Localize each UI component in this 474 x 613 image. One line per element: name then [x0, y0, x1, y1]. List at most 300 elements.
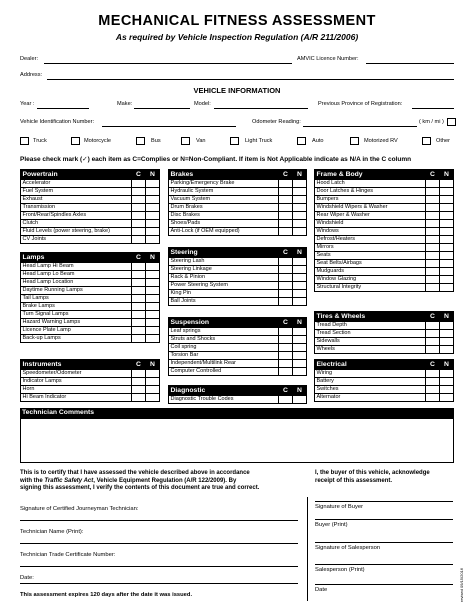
item-label: Sidewalls	[315, 338, 426, 346]
buyer-date-field[interactable]	[315, 584, 453, 585]
signature-divider	[307, 497, 308, 601]
item-label: Shoes/Pads	[169, 220, 279, 228]
c-checkbox[interactable]	[279, 336, 293, 344]
year-label: Year :	[20, 101, 35, 107]
n-checkbox[interactable]	[440, 196, 454, 204]
n-checkbox[interactable]	[146, 295, 160, 303]
n-checkbox[interactable]	[293, 196, 307, 204]
vin-label: Vehicle Identification Number:	[20, 119, 95, 125]
steering-section	[168, 247, 307, 306]
year-field[interactable]	[37, 108, 89, 109]
lamps-title: Lamps	[21, 253, 132, 263]
n-checkbox[interactable]	[440, 330, 454, 338]
item-label: Wheels	[315, 346, 426, 354]
c-checkbox[interactable]	[279, 180, 293, 188]
tires-wheels-title: Tires & Wheels	[315, 312, 426, 322]
n-checkbox[interactable]	[440, 370, 454, 378]
col-n-header: N	[146, 170, 160, 180]
n-checkbox[interactable]	[146, 271, 160, 279]
c-checkbox[interactable]	[426, 260, 440, 268]
c-checkbox[interactable]	[132, 271, 146, 279]
item-label: Ball Joints	[169, 298, 279, 306]
c-checkbox[interactable]	[132, 188, 146, 196]
c-checkbox[interactable]	[279, 266, 293, 274]
c-checkbox[interactable]	[426, 284, 440, 292]
n-checkbox[interactable]	[146, 279, 160, 287]
province-field[interactable]	[412, 108, 454, 109]
certification-line-1: This is to certify that I have assessed the vehicle described above in accordance	[20, 470, 250, 476]
date-label: Date:	[20, 575, 34, 581]
n-checkbox[interactable]	[146, 188, 160, 196]
buyer-signature-field[interactable]	[315, 501, 453, 502]
n-checkbox[interactable]	[440, 260, 454, 268]
c-checkbox[interactable]	[279, 396, 293, 404]
province-label: Previous Province of Registration:	[318, 101, 403, 107]
n-checkbox[interactable]	[440, 322, 454, 330]
powertrain-section	[20, 169, 160, 244]
c-checkbox[interactable]	[132, 370, 146, 378]
n-checkbox[interactable]	[146, 228, 160, 236]
electrical-section	[314, 359, 454, 402]
frame-body-title: Frame & Body	[315, 170, 426, 180]
col-c-header: C	[426, 170, 440, 180]
item-label: Windshield	[315, 220, 426, 228]
item-label: Torsion Bar	[169, 352, 279, 360]
c-checkbox[interactable]	[279, 228, 293, 236]
n-checkbox[interactable]	[293, 274, 307, 282]
n-checkbox[interactable]	[440, 386, 454, 394]
item-label: Steering Linkage	[169, 266, 279, 274]
item-label: Parking/Emergency Brake	[169, 180, 279, 188]
steering-title: Steering	[169, 248, 279, 258]
item-label: Independent/Multilink Rear	[169, 360, 279, 368]
c-checkbox[interactable]	[426, 386, 440, 394]
item-label: Defrost/Heaters	[315, 236, 426, 244]
item-label: Head Lamp Hi Beam	[21, 263, 132, 271]
col-c-header: C	[132, 360, 146, 370]
item-label: Coil spring	[169, 344, 279, 352]
item-label: Computer Controlled	[169, 368, 279, 376]
c-checkbox[interactable]	[426, 330, 440, 338]
n-checkbox[interactable]	[146, 386, 160, 394]
revised-date: revised 09/15/2016	[459, 567, 464, 602]
item-label: Switches	[315, 386, 426, 394]
n-checkbox[interactable]	[146, 180, 160, 188]
c-checkbox[interactable]	[426, 370, 440, 378]
col-c-header: C	[132, 170, 146, 180]
n-checkbox[interactable]	[440, 284, 454, 292]
c-checkbox[interactable]	[279, 368, 293, 376]
technician-name-label: Technician Name (Print):	[20, 529, 84, 535]
c-checkbox[interactable]	[279, 258, 293, 266]
frame-body-section	[314, 169, 454, 292]
n-checkbox[interactable]	[293, 328, 307, 336]
item-label: Hood Latch	[315, 180, 426, 188]
c-checkbox[interactable]	[426, 236, 440, 244]
c-checkbox[interactable]	[132, 311, 146, 319]
c-checkbox[interactable]	[132, 220, 146, 228]
c-checkbox[interactable]	[426, 244, 440, 252]
type-truck-checkbox[interactable]	[20, 137, 29, 145]
c-checkbox[interactable]	[132, 263, 146, 271]
type-van-label: Van	[196, 138, 206, 144]
n-checkbox[interactable]	[146, 327, 160, 335]
item-label: Licence Plate Lamp	[21, 327, 132, 335]
type-motorcycle-label: Motorcycle	[84, 138, 112, 144]
n-checkbox[interactable]	[440, 244, 454, 252]
item-label: Tread Section	[315, 330, 426, 338]
technician-name-field[interactable]	[20, 543, 298, 544]
vehicle-info-heading: VEHICLE INFORMATION	[193, 86, 281, 95]
c-checkbox[interactable]	[132, 394, 146, 402]
item-label: Alternator	[315, 394, 426, 402]
trade-certificate-label: Technician Trade Certificate Number:	[20, 552, 116, 558]
c-checkbox[interactable]	[279, 220, 293, 228]
n-checkbox[interactable]	[440, 180, 454, 188]
n-checkbox[interactable]	[440, 268, 454, 276]
n-checkbox[interactable]	[293, 298, 307, 306]
item-label: Back-up Lamps	[21, 335, 132, 343]
item-label: Transmission	[21, 204, 132, 212]
dealer-field[interactable]	[44, 63, 292, 64]
item-label: CV Joints	[21, 236, 132, 244]
item-label: Seat Belts/Airbags	[315, 260, 426, 268]
n-checkbox[interactable]	[293, 282, 307, 290]
c-checkbox[interactable]	[132, 228, 146, 236]
item-label: Hazard Warning Lamps	[21, 319, 132, 327]
salesperson-print-field[interactable]	[315, 564, 453, 565]
item-label: Steering Lash	[169, 258, 279, 266]
c-checkbox[interactable]	[132, 295, 146, 303]
c-checkbox[interactable]	[279, 196, 293, 204]
n-checkbox[interactable]	[293, 368, 307, 376]
col-c-header: C	[279, 248, 293, 258]
item-label: Clutch	[21, 220, 132, 228]
item-label: King Pin	[169, 290, 279, 298]
n-checkbox[interactable]	[146, 220, 160, 228]
buyer-signature-label: Signature of Buyer	[315, 504, 364, 510]
n-checkbox[interactable]	[440, 228, 454, 236]
electrical-title: Electrical	[315, 360, 426, 370]
item-label: Indicator Lamps	[21, 378, 132, 386]
item-label: Drum Brakes	[169, 204, 279, 212]
item-label: Wiring	[315, 370, 426, 378]
technician-signature-label: Signature of Certified Journeyman Technician:	[20, 506, 139, 512]
n-checkbox[interactable]	[440, 394, 454, 402]
address-label: Address:	[20, 72, 43, 78]
suspension-title: Suspension	[169, 318, 279, 328]
col-n-header: N	[293, 318, 307, 328]
n-checkbox[interactable]	[293, 336, 307, 344]
n-checkbox[interactable]	[440, 252, 454, 260]
date-field[interactable]	[20, 583, 298, 584]
c-checkbox[interactable]	[132, 204, 146, 212]
item-label: Daytime Running Lamps	[21, 287, 132, 295]
col-n-header: N	[293, 248, 307, 258]
c-checkbox[interactable]	[132, 212, 146, 220]
n-checkbox[interactable]	[293, 220, 307, 228]
item-label: Tail Lamps	[21, 295, 132, 303]
make-field[interactable]	[134, 108, 190, 109]
item-label: Struts and Shocks	[169, 336, 279, 344]
buyer-print-field[interactable]	[315, 519, 453, 520]
model-label: Model:	[194, 101, 211, 107]
n-checkbox[interactable]	[293, 212, 307, 220]
c-checkbox[interactable]	[279, 188, 293, 196]
n-checkbox[interactable]	[293, 396, 307, 404]
item-label: Hydraulic System	[169, 188, 279, 196]
item-label: Rear Wiper & Washer	[315, 212, 426, 220]
c-checkbox[interactable]	[132, 327, 146, 335]
type-auto-checkbox[interactable]	[297, 137, 306, 145]
col-c-header: C	[279, 170, 293, 180]
n-checkbox[interactable]	[440, 220, 454, 228]
c-checkbox[interactable]	[426, 220, 440, 228]
salesperson-signature-label: Signature of Salesperson	[315, 545, 381, 551]
c-checkbox[interactable]	[279, 274, 293, 282]
type-bus-checkbox[interactable]	[136, 137, 145, 145]
c-checkbox[interactable]	[426, 338, 440, 346]
item-label: Fluid Levels (power steering, brake)	[21, 228, 132, 236]
n-checkbox[interactable]	[146, 319, 160, 327]
salesperson-signature-field[interactable]	[315, 542, 453, 543]
instruments-title: Instruments	[21, 360, 132, 370]
n-checkbox[interactable]	[146, 236, 160, 244]
item-label: Leaf springs	[169, 328, 279, 336]
item-label: Power Steering System	[169, 282, 279, 290]
n-checkbox[interactable]	[293, 344, 307, 352]
n-checkbox[interactable]	[293, 290, 307, 298]
lamps-section	[20, 252, 160, 343]
n-checkbox[interactable]	[293, 360, 307, 368]
c-checkbox[interactable]	[279, 360, 293, 368]
technician-signature-field[interactable]	[20, 520, 298, 521]
n-checkbox[interactable]	[293, 352, 307, 360]
c-checkbox[interactable]	[279, 328, 293, 336]
item-label: Front/Rear/Spindles Axles	[21, 212, 132, 220]
buyer-ack-line-2: receipt of this assessment.	[315, 477, 393, 484]
n-checkbox[interactable]	[146, 263, 160, 271]
brakes-title: Brakes	[169, 170, 279, 180]
col-c-header: C	[132, 253, 146, 263]
col-c-header: C	[426, 360, 440, 370]
item-label: Rack & Pinion	[169, 274, 279, 282]
suspension-section	[168, 317, 307, 376]
col-n-header: N	[293, 170, 307, 180]
type-motorized-rv-checkbox[interactable]	[350, 137, 359, 145]
c-checkbox[interactable]	[426, 268, 440, 276]
col-c-header: C	[426, 312, 440, 322]
item-label: Windows	[315, 228, 426, 236]
c-checkbox[interactable]	[279, 298, 293, 306]
tires-wheels-section	[314, 311, 454, 354]
n-checkbox[interactable]	[146, 378, 160, 386]
c-checkbox[interactable]	[426, 196, 440, 204]
c-checkbox[interactable]	[132, 287, 146, 295]
n-checkbox[interactable]	[440, 378, 454, 386]
item-label: Door Latches & Hinges	[315, 188, 426, 196]
item-label: Brake Lamps	[21, 303, 132, 311]
c-checkbox[interactable]	[426, 188, 440, 196]
c-checkbox[interactable]	[279, 212, 293, 220]
n-checkbox[interactable]	[440, 276, 454, 284]
c-checkbox[interactable]	[132, 335, 146, 343]
expiry-note: This assessment expires 120 days after the date it was issued.	[20, 592, 193, 598]
c-checkbox[interactable]	[426, 346, 440, 354]
c-checkbox[interactable]	[426, 228, 440, 236]
n-checkbox[interactable]	[146, 212, 160, 220]
n-checkbox[interactable]	[146, 204, 160, 212]
type-light-truck-label: Light Truck	[245, 138, 273, 144]
units-label: ( km / mi )	[419, 119, 444, 125]
col-n-header: N	[440, 170, 454, 180]
item-label: Tread Depth	[315, 322, 426, 330]
odometer-field[interactable]	[303, 126, 417, 127]
model-field[interactable]	[214, 108, 308, 109]
c-checkbox[interactable]	[426, 180, 440, 188]
brakes-section	[168, 169, 307, 236]
c-checkbox[interactable]	[132, 378, 146, 386]
n-checkbox[interactable]	[440, 188, 454, 196]
c-checkbox[interactable]	[132, 236, 146, 244]
col-n-header: N	[146, 360, 160, 370]
instructions-text: Please check mark (✓) each item as C=Complies or N=Non-Compliant. If item is Not Applicable indicate as N/A in the C column	[20, 156, 412, 163]
n-checkbox[interactable]	[293, 266, 307, 274]
n-checkbox[interactable]	[146, 394, 160, 402]
n-checkbox[interactable]	[440, 346, 454, 354]
amvic-label: AMVIC Licence Number:	[297, 56, 359, 62]
c-checkbox[interactable]	[279, 290, 293, 298]
buyer-acknowledgement	[315, 470, 455, 485]
technician-comments-heading: Technician Comments	[20, 408, 454, 418]
instruments-section	[20, 359, 160, 402]
item-label: Mirrors	[315, 244, 426, 252]
col-n-header: N	[440, 360, 454, 370]
buyer-print-label: Buyer (Print)	[315, 522, 348, 528]
c-checkbox[interactable]	[279, 344, 293, 352]
c-checkbox[interactable]	[132, 319, 146, 327]
item-label: Structural Integrity	[315, 284, 426, 292]
dealer-label: Dealer:	[20, 56, 39, 62]
item-label: Window Glazing	[315, 276, 426, 284]
c-checkbox[interactable]	[132, 279, 146, 287]
n-checkbox[interactable]	[293, 188, 307, 196]
trade-certificate-field[interactable]	[20, 566, 298, 567]
type-motorcycle-checkbox[interactable]	[71, 137, 80, 145]
units-checkbox[interactable]	[447, 118, 456, 126]
item-label: Accelerator	[21, 180, 132, 188]
n-checkbox[interactable]	[293, 258, 307, 266]
item-label: Fuel System	[21, 188, 132, 196]
c-checkbox[interactable]	[279, 204, 293, 212]
item-label: Head Lamp Location	[21, 279, 132, 287]
c-checkbox[interactable]	[132, 303, 146, 311]
item-label: Horn	[21, 386, 132, 394]
n-checkbox[interactable]	[293, 180, 307, 188]
c-checkbox[interactable]	[426, 378, 440, 386]
buyer-date-label: Date	[315, 587, 328, 593]
n-checkbox[interactable]	[440, 338, 454, 346]
col-n-header: N	[293, 386, 307, 396]
col-n-header: N	[440, 312, 454, 322]
n-checkbox[interactable]	[293, 204, 307, 212]
certification-line-3: signing this assessment, I verify the contents of this document are true and correct.	[20, 485, 260, 492]
n-checkbox[interactable]	[146, 335, 160, 343]
col-n-header: N	[146, 253, 160, 263]
item-label: Head Lamp Lo Beam	[21, 271, 132, 279]
form-subtitle: As required by Vehicle Inspection Regulation (A/R 211/2006)	[115, 32, 359, 42]
c-checkbox[interactable]	[426, 322, 440, 330]
amvic-field[interactable]	[366, 63, 454, 64]
address-field[interactable]	[47, 79, 454, 80]
item-label: Vacuum System	[169, 196, 279, 204]
c-checkbox[interactable]	[279, 282, 293, 290]
n-checkbox[interactable]	[293, 228, 307, 236]
c-checkbox[interactable]	[426, 212, 440, 220]
col-c-header: C	[279, 386, 293, 396]
n-checkbox[interactable]	[440, 204, 454, 212]
item-label: Disc Brakes	[169, 212, 279, 220]
vin-field[interactable]	[102, 126, 236, 127]
type-light-truck-checkbox[interactable]	[230, 137, 239, 145]
odometer-label: Odometer Reading:	[252, 119, 301, 125]
powertrain-title: Powertrain	[21, 170, 132, 180]
item-label: Battery	[315, 378, 426, 386]
item-label: Hi Beam Indicator	[21, 394, 132, 402]
item-label: Exhaust	[21, 196, 132, 204]
diagnostic-title: Diagnostic	[169, 386, 279, 396]
item-label: Seats	[315, 252, 426, 260]
type-motorized-rv-label: Motorized RV	[364, 138, 398, 144]
make-label: Make:	[117, 101, 133, 107]
c-checkbox[interactable]	[426, 204, 440, 212]
c-checkbox[interactable]	[426, 394, 440, 402]
n-checkbox[interactable]	[146, 370, 160, 378]
n-checkbox[interactable]	[146, 196, 160, 204]
n-checkbox[interactable]	[440, 236, 454, 244]
item-label: Bumpers	[315, 196, 426, 204]
item-label: Turn Signal Lamps	[21, 311, 132, 319]
c-checkbox[interactable]	[132, 180, 146, 188]
col-c-header: C	[279, 318, 293, 328]
type-truck-label: Truck	[33, 138, 47, 144]
item-label: Diagnostic Trouble Codes	[169, 396, 279, 404]
certification-text	[20, 470, 310, 493]
n-checkbox[interactable]	[146, 303, 160, 311]
c-checkbox[interactable]	[426, 252, 440, 260]
buyer-ack-line-1: I, the buyer of this vehicle, acknowledge	[315, 470, 430, 476]
c-checkbox[interactable]	[279, 352, 293, 360]
type-van-checkbox[interactable]	[181, 137, 190, 145]
type-auto-label: Auto	[312, 138, 324, 144]
technician-comments-box[interactable]	[20, 418, 454, 463]
n-checkbox[interactable]	[146, 311, 160, 319]
c-checkbox[interactable]	[426, 276, 440, 284]
form-title: MECHANICAL FITNESS ASSESSMENT	[98, 13, 376, 29]
salesperson-print-label: Salesperson (Print)	[315, 567, 365, 573]
type-other-label: Other	[436, 138, 450, 144]
diagnostic-section	[168, 385, 307, 404]
c-checkbox[interactable]	[132, 196, 146, 204]
n-checkbox[interactable]	[146, 287, 160, 295]
c-checkbox[interactable]	[132, 386, 146, 394]
item-label: Windshield Wipers & Washer	[315, 204, 426, 212]
n-checkbox[interactable]	[440, 212, 454, 220]
item-label: Speedometer/Odometer	[21, 370, 132, 378]
type-bus-label: Bus	[151, 138, 161, 144]
certification-line-2: with the Traffic Safety Act, Vehicle Equipment Regulation (A/R 122/2009). By	[20, 477, 237, 484]
type-other-checkbox[interactable]	[422, 137, 431, 145]
